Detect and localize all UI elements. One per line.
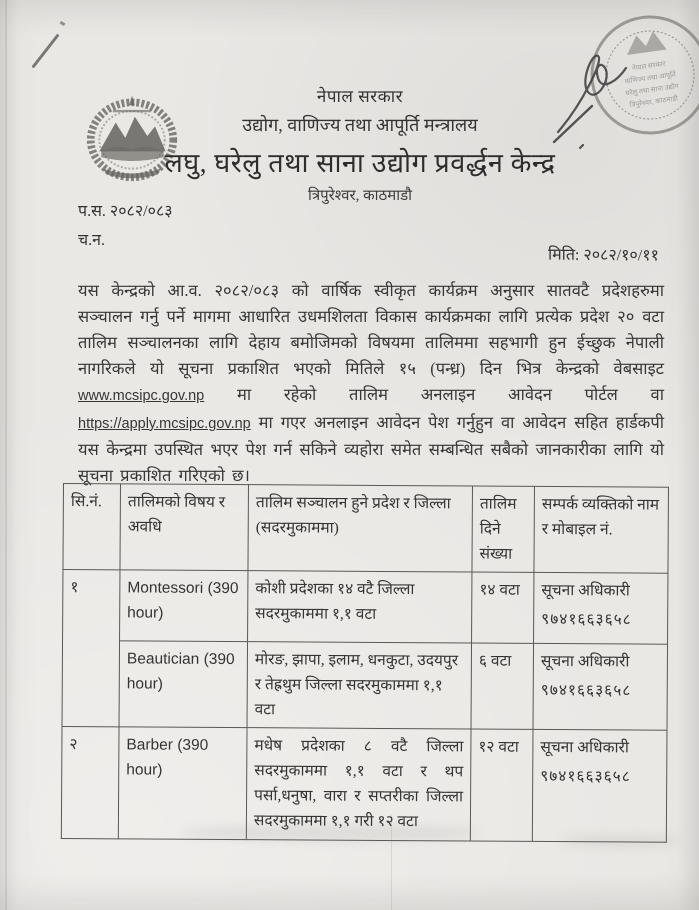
column-header: तालिम दिने संख्या (472, 486, 535, 572)
cell-training-count: १४ वटा (472, 572, 534, 643)
column-header: सम्पर्क व्यक्तिको नाम र मोबाइल नं. (534, 486, 669, 573)
contact-name: सूचना अधिकारी (540, 738, 629, 757)
dispatch-number: च.न. (78, 232, 106, 249)
cell-training-subject: Montessori (390 hour) (120, 570, 248, 642)
cell-contact (533, 643, 668, 730)
table-row (62, 641, 668, 731)
url-text: www.mcsipc.gov.np (78, 387, 205, 404)
table-header-row (63, 484, 669, 574)
training-table-body (61, 484, 668, 843)
office-address: त्रिपुरेश्वर, काठमाडौ (307, 188, 413, 204)
paragraph-text: मा रहेको तालिम अनलाइन आवेदन पोर्टल वा (204, 384, 664, 404)
cell-training-count: ६ वटा (471, 643, 534, 729)
cell-training-subject: Barber (390 hour) (118, 727, 247, 840)
paragraph-text: यस केन्द्रको आ.व. २०८२/०८३ को वार्षिक स्वीकृत कार्यक्रम अनुसार सातवटै प्रदेशहरुमा सञ्चालन गर्नु पर्ने मागमा आधारित उधमशिलता विकास कार्यक्रमका लागि प्रत्येक प्रदेश २० वटा तालिम सञ्चालनका लागि देहाय बमोजिमको विषयमा तालिममा सहभागी हुन ईच्छुक नेपाली नागरिकले यो सूचना प्रकाशित भएको मितिले १५ (पन्ध्र) दिन भित्र केन्द्रको वेबसाइट (78, 281, 664, 378)
stamp-text-line: त्रिपुरेश्वर, काठमाडौ (629, 94, 679, 110)
contact-phone: ९७४१६६३६५८ (540, 767, 631, 786)
table-row (63, 570, 668, 645)
document-date: मिति: २०८२/१०/११ (548, 246, 660, 265)
paragraph-text: मा गएर अनलाइन आवेदन पेश गर्नुहुन वा आवेदन सहित हार्डकपी यस केन्द्रमा उपस्थित भएर पेश गर्न सकिने व्यहोरा समेत सम्बन्धित सबैको जानकारीका लागि यो सूचना प्रकाशित गरिएको छ। (78, 412, 664, 486)
reference-block (78, 199, 173, 257)
cell-serial-number: २ (61, 726, 119, 838)
reference-number: प.स. २०८२/०८३ (78, 203, 173, 220)
column-header: सि.नं. (63, 484, 121, 570)
table-row (61, 726, 667, 842)
column-header: तालिमको विषय र अवधि (120, 484, 249, 571)
contact-phone: ९७४१६६३६५८ (540, 681, 632, 700)
training-table (61, 483, 669, 843)
cell-training-count: १२ वटा (470, 729, 533, 841)
stamp-text-line: घरेलु तथा साना उद्योग (625, 82, 680, 98)
cell-contact (534, 572, 668, 644)
column-header: तालिम सञ्चालन हुने प्रदेश र जिल्ला (सदरमुकाममा) (248, 485, 473, 572)
cell-province-district: मधेष प्रदेशका ८ वटै जिल्ला सदरमुकाममा १,१ वटा र थप पर्सा,धनुषा, वारा र सप्तरीका जिल्ला सदरमुकाममा १,१ गरी १२ वटा (246, 728, 471, 841)
url-text: https://apply.mcsipc.gov.np (78, 415, 251, 432)
stamp-text-line: नेपाल सरकार (631, 59, 667, 73)
stamp-text-line: वाणिज्य तथा आपूर्ति (624, 70, 677, 86)
cell-province-district: कोशी प्रदेशका १४ वटै जिल्ला सदरमुकाममा १,१ वटा (248, 571, 472, 643)
pen-mark-dot (60, 21, 66, 26)
office-name: लघु, घरेलु तथा साना उद्योग प्रवर्द्धन केन्द्र (164, 148, 556, 178)
contact-name: सूचना अधिकारी (540, 652, 630, 671)
cell-province-district: मोरङ, झापा, इलाम, धनकुटा, उदयपुर र तेह्रथुम जिल्ला सदरमुकाममा १,१ वटा (247, 642, 472, 729)
cell-training-subject: Beautician (390 hour) (119, 641, 248, 728)
notice-paragraph (78, 278, 664, 489)
pen-mark (31, 34, 59, 69)
cell-contact (532, 729, 667, 842)
letterhead (150, 84, 570, 205)
training-table-wrap (61, 483, 669, 843)
cell-serial-number: १ (62, 570, 120, 727)
signature (552, 20, 682, 150)
contact-phone: ९७४१६६३६५८ (541, 610, 632, 629)
contact-name: सूचना अधिकारी (541, 581, 630, 600)
ministry-name: उद्योग, वाणिज्य तथा आपूर्ति मन्त्रालय (242, 115, 478, 135)
scan-edge-artifact (5, 0, 7, 910)
government-name: नेपाल सरकार (316, 87, 404, 106)
